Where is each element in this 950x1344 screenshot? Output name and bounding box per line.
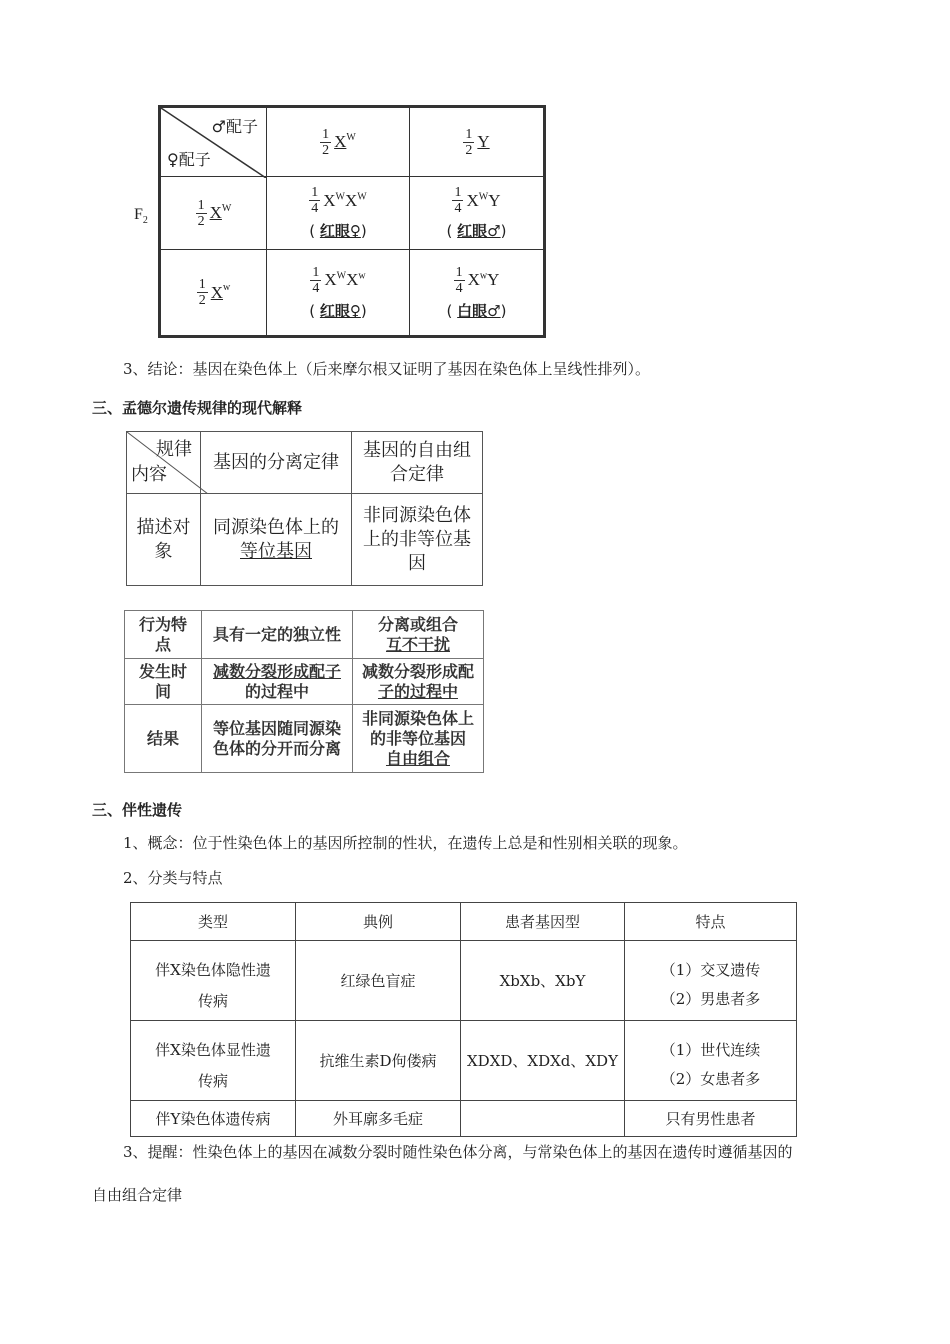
reminder-text-line1: 3、提醒：性染色体上的基因在减数分裂时随性染色体分离，与常染色体上的基因在遗传时遵循基因的 <box>123 1143 793 1161</box>
table-row: 结果 等位基因随同源染 色体的分开而分离 非同源染色体上 的非等位基因 自由组合 <box>125 705 484 773</box>
conclusion-text: 3、结论：基因在染色体上（后来摩尔根又证明了基因在染色体上呈线性排列）。 <box>123 360 651 378</box>
phenotype-label: ( 红眼♀) <box>309 222 367 240</box>
header-features: 特点 <box>625 903 797 941</box>
phenotype-label: ( 白眼♂) <box>446 301 507 320</box>
offspring-cell-11: $\frac{1}{4}$ $X^WX^W$ ( 红眼♀) <box>267 177 410 250</box>
cell-allelic-genes: 同源染色体上的 等位基因 <box>201 494 352 586</box>
table-row: 伴X染色体隐性遗 传病 红绿色盲症 XbXb、XbY （1）交叉遗传 （2）男患者多 <box>131 941 797 1021</box>
table-row: 发生时 间 减数分裂形成配子 的过程中 减数分裂形成配 子的过程中 <box>125 659 484 705</box>
table-header-row <box>131 903 797 941</box>
male-gamete-label: ♂配子 <box>211 117 258 136</box>
sex-linked-table <box>130 902 797 1137</box>
header-type: 类型 <box>131 903 296 941</box>
header-example: 典例 <box>296 903 461 941</box>
classification-text: 2、分类与特点 <box>123 869 223 887</box>
offspring-cell-22: $\frac{1}{4}$ $X^wY$ ( 白眼♂) <box>410 250 545 337</box>
row-label-object: 描述对 象 <box>127 494 201 586</box>
mendel-table-behaviour <box>124 610 484 773</box>
mendel-table-description <box>126 431 483 586</box>
header-genotype: 患者基因型 <box>461 903 625 941</box>
section-heading-mendel: 三、孟德尔遗传规律的现代解释 <box>92 399 303 417</box>
phenotype-label: ( 红眼♂) <box>446 222 507 240</box>
corner-top-label: 规律 <box>156 439 192 460</box>
offspring-cell-12: $\frac{1}{4}$ $X^WY$ ( 红眼♂) <box>410 177 545 250</box>
reminder-text-line2: 自由组合定律 <box>92 1186 183 1204</box>
cell-non-allelic-genes: 非同源染色体 上的非等位基 因 <box>352 494 483 586</box>
punnett-square <box>158 105 546 338</box>
section-heading-sex-linked: 三、伴性遗传 <box>92 801 183 819</box>
female-gamete-label: ♀配子 <box>167 150 211 169</box>
phenotype-label: ( 红眼♀) <box>309 301 367 320</box>
f2-label: $F_2$ <box>134 206 148 227</box>
male-gamete-xw: $\frac{1}{2}$ $X^W$ <box>267 107 410 177</box>
table-row: 行为特 点 具有一定的独立性 分离或组合 互不干扰 <box>125 611 484 659</box>
offspring-cell-21: $\frac{1}{4}$ $X^WX^w$ ( 红眼♀) <box>267 250 410 337</box>
header-independent-assortment: 基因的自由组 合定律 <box>352 432 483 494</box>
male-gamete-y: $\frac{1}{2}$ Y <box>410 107 545 177</box>
concept-text: 1、概念：位于性染色体上的基因所控制的性状，在遗传上总是和性别相关联的现象。 <box>123 834 688 852</box>
corner-bottom-label: 内容 <box>131 464 167 485</box>
mendel-corner-cell <box>127 432 201 494</box>
table-row: 伴X染色体显性遗 传病 抗维生素D佝偻病 XDXD、XDXd、XDY （1）世代连续 （2）女患者多 <box>131 1021 797 1101</box>
punnett-corner-cell <box>160 107 267 177</box>
female-gamete-xw-upper: $\frac{1}{2}$ $X^W$ <box>160 177 267 250</box>
table-row: 伴Y染色体遗传病 外耳廓多毛症 只有男性患者 <box>131 1101 797 1137</box>
header-separation-law: 基因的分离定律 <box>201 432 352 494</box>
female-gamete-xw-lower: $\frac{1}{2}$ $X^w$ <box>160 250 267 337</box>
